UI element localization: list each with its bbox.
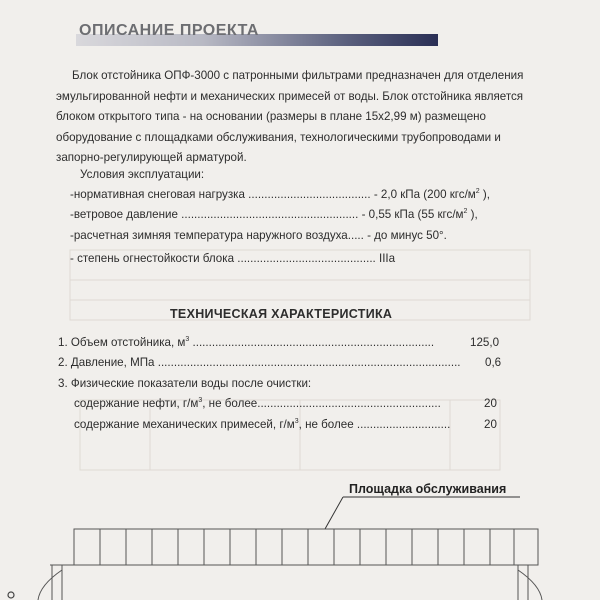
label-leader-line [325,497,520,529]
spec-row-impurities: содержание механических примесей, $г/м^3$, не более ............................. [74,418,451,431]
service-platform-railing [74,529,538,565]
service-platform-label: Площадка обслуживания [349,482,507,496]
condition-snow-load: -нормативная снеговая нагрузка ...................................... - 2,0 кПа (200 кгс/$м^2$ ), [70,188,490,201]
spec-row-water-quality: 3. Физические показатели воды после очистки: [58,377,312,390]
spec-value-pressure: 0,6 [485,356,502,369]
spec-value-volume: 125,0 [470,336,500,349]
condition-winter-temperature: -расчетная зимняя температура наружного воздуха..... - до минус 50°. [70,229,447,242]
spec-value-impurities: 20 [484,418,497,431]
intro-paragraph: Блок отстойника ОПФ-3000 с патронными фильтрами предназначен для отделения эмульгированной нефти и механических примесей от воды. Блок отстойника является блоком открытого типа - на основании (размеры в плане 15х2,99 м) размещено оборудование с площадками обслуживания, технологическими трубопроводами и запорно-регулирующей арматурой. [56,69,524,164]
spec-row-oil-content: содержание нефти, $г/м^3$, не более......................................................... [74,397,441,410]
section-title: ОПИСАНИЕ ПРОЕКТА [79,22,259,39]
settling-tank-body [38,565,542,600]
spec-row-pressure: 2. Давление, МПа .............................................................................................. [58,356,461,369]
tech-spec-title: ТЕХНИЧЕСКАЯ ХАРАКТЕРИСТИКА [170,307,393,321]
spec-row-volume: 1. Объем отстойника, $м^3$ ........................................................................... [58,336,435,349]
unit-drawing [0,470,600,600]
conditions-heading: Условия эксплуатации: [80,168,205,181]
condition-fire-resistance: - степень огнестойкости блока ........................................... IIIa [70,252,396,265]
spec-value-oil-content: 20 [484,397,497,410]
condition-wind-pressure: -ветровое давление ....................................................... - 0,55 кПа (55 кгс/$м^2$ ), [70,208,478,221]
sight-glass-icon [8,592,14,598]
